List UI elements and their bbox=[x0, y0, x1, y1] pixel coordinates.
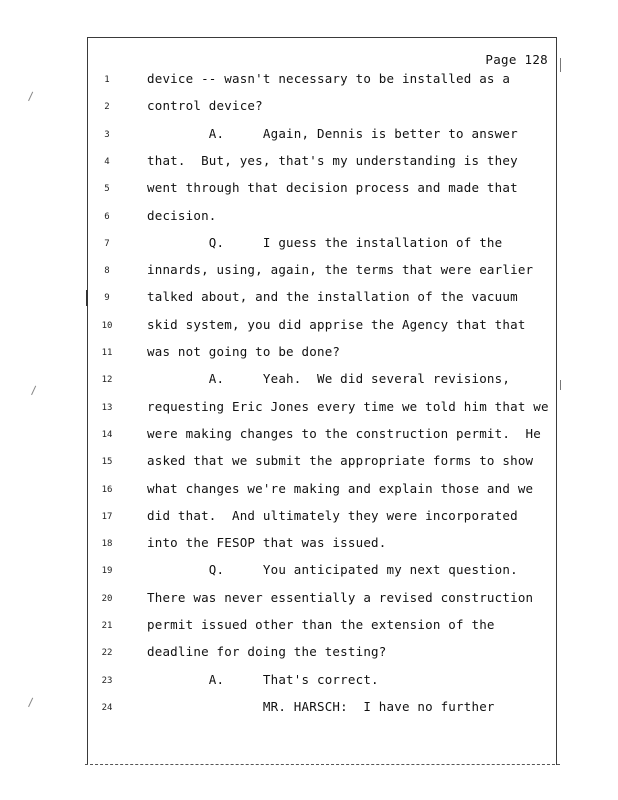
transcript-line bbox=[0, 208, 618, 234]
transcript-line bbox=[0, 453, 618, 479]
line-text: Q. You anticipated my next question. bbox=[147, 562, 518, 578]
line-text: was not going to be done? bbox=[147, 344, 341, 359]
line-number: 17 bbox=[101, 511, 113, 522]
transcript-line bbox=[0, 699, 618, 725]
transcript-line bbox=[0, 180, 618, 206]
transcript-line bbox=[0, 617, 618, 643]
line-text: into the FESOP that was issued. bbox=[147, 535, 387, 551]
transcript-line bbox=[0, 399, 618, 425]
transcript-line bbox=[0, 426, 618, 452]
transcript-line bbox=[0, 317, 618, 343]
line-text: were making changes to the construction permit. He bbox=[147, 425, 542, 441]
transcript-line bbox=[0, 481, 618, 507]
transcript-line bbox=[0, 672, 618, 698]
page-number: Page 128 bbox=[485, 52, 548, 67]
line-number: 22 bbox=[101, 648, 113, 659]
line-number: 5 bbox=[104, 184, 110, 195]
line-number: 19 bbox=[101, 566, 113, 577]
line-text: talked about, and the installation of the vacuum bbox=[147, 289, 518, 305]
line-text: requesting Eric Jones every time we told him that we bbox=[147, 398, 549, 414]
line-text: device -- wasn't necessary to be installed as a bbox=[147, 71, 511, 86]
line-number: 21 bbox=[101, 621, 113, 631]
line-text: decision. bbox=[147, 207, 217, 223]
line-number: 13 bbox=[101, 402, 113, 413]
line-text: A. That's correct. bbox=[147, 671, 379, 687]
line-number: 14 bbox=[101, 429, 113, 440]
line-text: asked that we submit the appropriate forms to show bbox=[147, 453, 534, 469]
line-number: 24 bbox=[101, 702, 113, 713]
line-text: what changes we're making and explain those and we bbox=[147, 480, 534, 496]
transcript-line bbox=[0, 508, 618, 534]
line-number: 9 bbox=[104, 293, 110, 304]
line-number: 2 bbox=[104, 102, 110, 113]
line-number: 20 bbox=[101, 593, 113, 604]
line-number: 16 bbox=[101, 484, 113, 495]
line-text: Q. I guess the installation of the bbox=[147, 234, 503, 250]
transcript-line bbox=[0, 562, 618, 588]
line-text: permit issued other than the extension of the bbox=[147, 617, 495, 632]
line-text: skid system, you did apprise the Agency that that bbox=[147, 316, 526, 332]
line-number: 18 bbox=[101, 539, 113, 550]
line-text: innards, using, again, the terms that were earlier bbox=[147, 262, 534, 278]
page-bottom-rule bbox=[85, 764, 560, 765]
line-number: 11 bbox=[101, 348, 113, 358]
line-text: control device? bbox=[147, 98, 263, 114]
transcript-line bbox=[0, 590, 618, 616]
line-number: 3 bbox=[104, 129, 110, 140]
line-text: MR. HARSCH: I have no further bbox=[147, 698, 495, 714]
line-number: 15 bbox=[101, 457, 113, 468]
right-margin-mark bbox=[560, 58, 561, 72]
transcript-line bbox=[0, 153, 618, 179]
line-text: went through that decision process and made that bbox=[147, 180, 518, 196]
transcript-line bbox=[0, 126, 618, 152]
line-text: that. But, yes, that's my understanding is they bbox=[147, 152, 518, 168]
line-number: 8 bbox=[104, 266, 110, 277]
transcript-line bbox=[0, 644, 618, 670]
line-text: deadline for doing the testing? bbox=[147, 644, 387, 660]
transcript-line bbox=[0, 235, 618, 261]
transcript-line bbox=[0, 71, 618, 97]
line-number: 10 bbox=[101, 320, 113, 331]
line-text: A. Again, Dennis is better to answer bbox=[147, 125, 518, 141]
transcript-line bbox=[0, 371, 618, 397]
transcript-line bbox=[0, 344, 618, 370]
line-text: did that. And ultimately they were incorporated bbox=[147, 507, 518, 523]
transcript-line bbox=[0, 262, 618, 288]
line-number: 4 bbox=[104, 156, 110, 167]
line-text: There was never essentially a revised construction bbox=[147, 589, 534, 605]
transcript-line bbox=[0, 289, 618, 315]
line-number: 1 bbox=[104, 75, 110, 85]
line-number: 12 bbox=[101, 375, 113, 386]
line-text: A. Yeah. We did several revisions, bbox=[147, 371, 511, 387]
transcript-line bbox=[0, 535, 618, 561]
line-number: 7 bbox=[104, 238, 110, 249]
line-number: 6 bbox=[104, 211, 110, 222]
line-number: 23 bbox=[101, 675, 113, 686]
transcript-line bbox=[0, 98, 618, 124]
